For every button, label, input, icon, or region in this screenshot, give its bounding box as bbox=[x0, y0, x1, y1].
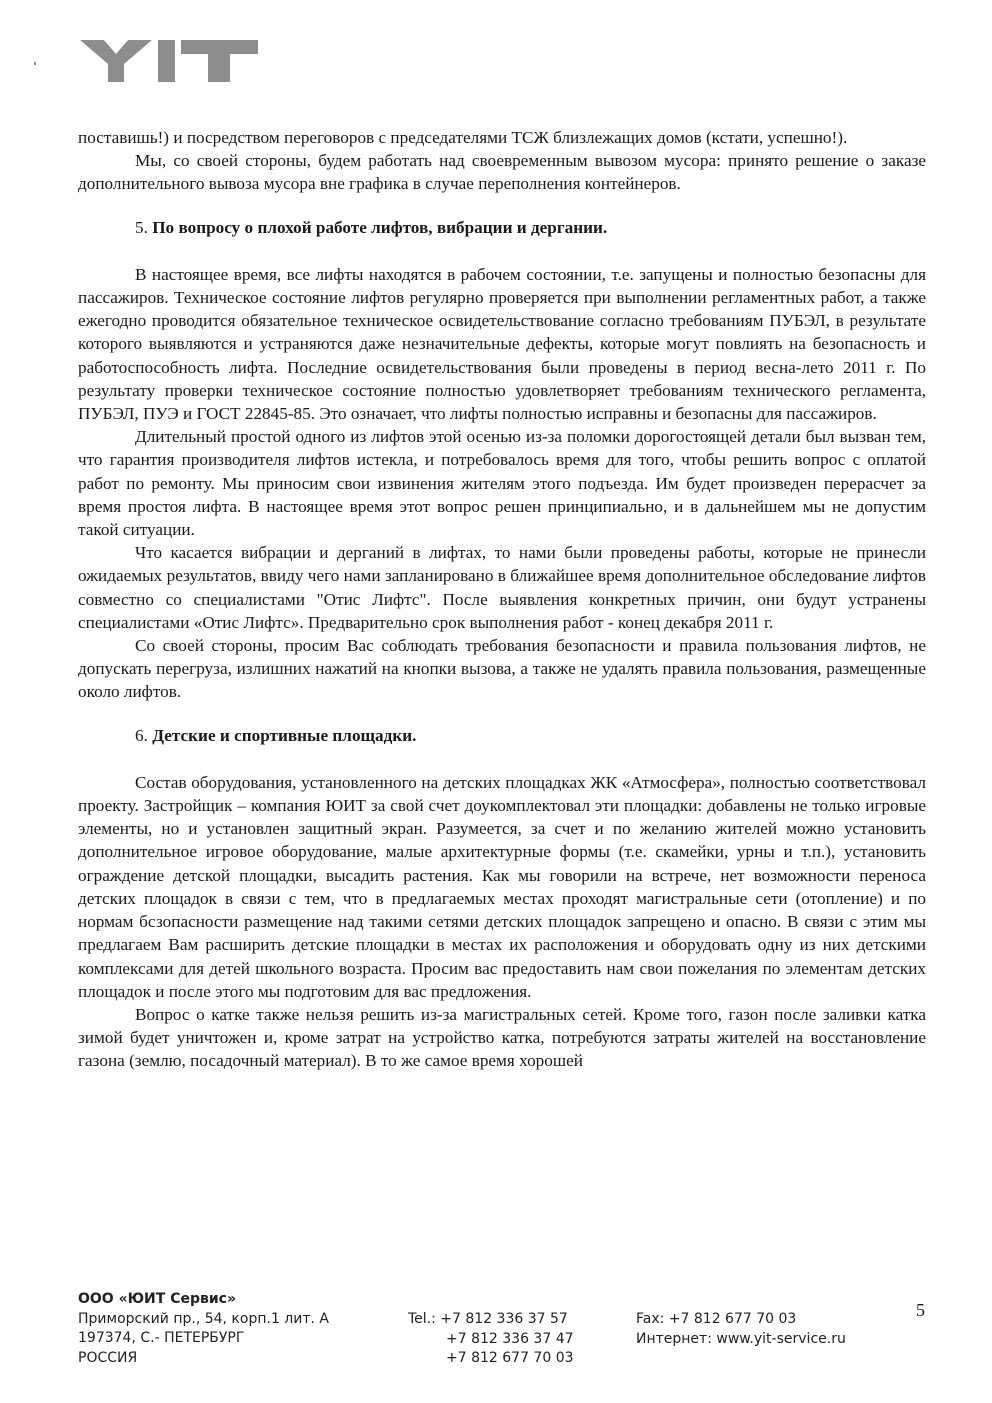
page-number: 5 bbox=[916, 1300, 925, 1320]
section-6-title: Детские и спортивные площадки. bbox=[152, 725, 417, 745]
footer-fax: Fax: +7 812 677 70 03 bbox=[636, 1311, 797, 1327]
footer-contact-block bbox=[636, 1310, 846, 1349]
section-5-paragraph-3: Что касается вибрации и дерганий в лифтах, то нами были проведены работы, которые не принесли ожидаемых результатов, ввиду чего нами запланировано в ближайшее время дополнительное обследование лифтов совместно со специалистами "Отис Лифтс". После выявления конкретных причин, они будут устранены специалистами «Отис Лифтс». Предварительно срок выполнения работ - конец декабря 2011 г. bbox=[78, 543, 926, 632]
section-5-title: По вопросу о плохой работе лифтов, вибрации и дергании. bbox=[152, 217, 608, 237]
footer-phone-block bbox=[408, 1310, 574, 1369]
letter-footer bbox=[78, 1290, 928, 1380]
section-5-paragraph-4: Со своей стороны, просим Вас соблюдать требования безопасности и правила пользования лифтов, не допускать перегруза, излишних нажатий на кнопки вызова, а также не удалять правила пользования, размещенные около лифтов. bbox=[78, 636, 926, 702]
section-6-paragraph-2: Вопрос о катке также нельзя решить из-за магистральных сетей. Кроме того, газон после заливки катка зимой будет уничтожен и, кроме затрат на устройство катка, потребуются затраты жителей на восстановление газона (землю, посадочный материал). В то же самое время хорошей bbox=[78, 1004, 926, 1071]
footer-address-line: 197374, С.- ПЕТЕРБУРГ bbox=[78, 1330, 245, 1346]
footer-address-line: Приморский пр., 54, корп.1 лит. А bbox=[78, 1310, 329, 1327]
section-5-paragraph-1: В настоящее время, все лифты находятся в рабочем состоянии, т.е. запущены и полностью безопасны для пассажиров. Техническое состояние лифтов регулярно проверяется при выполнении регламентных работ, а также ежегодно проводится обязательное техническое освидетельствование согласно требованиям ПУБЭЛ, в результате которого выявляются и устраняются даже незначительные дефекты, которые могут повлиять на безопасность и работоспособность лифта. Последние освидетельствования были проведены в период весна-лето 2011 г. По результату проверки техническое состояние полностью удовлетворяет требованиям технического регламента, ПУБЭЛ, ПУЭ и ГОСТ 22845-85. Это означает, что лифты полностью исправны и безопасны для пассажиров. bbox=[78, 264, 926, 424]
section-6-heading bbox=[78, 724, 926, 747]
scan-speck bbox=[34, 62, 36, 65]
section-5-number: 5. bbox=[135, 217, 148, 237]
intro-paragraph-2: Мы, со своей стороны, будем работать над своевременным вывозом мусора: принято решение о заказе дополнительного вывоза мусора вне графика в случае переполнения контейнеров. bbox=[78, 151, 926, 194]
letter-body bbox=[78, 126, 926, 1073]
section-6-paragraph-1: Состав оборудования, установленного на детских площадках ЖК «Атмосфера», полностью соответствовал проекту. Застройщик – компания ЮИТ за свой счет доукомплектовал эти площадки: добавлены не только игровые элементы, но и установлен защитный экран. Разумеется, за счет и по желанию жителей можно установить дополнительное игровое оборудование, малые архитектурные формы (т.е. скамейки, урны и т.п.), установить ограждение детской площадки, высадить растения. Как мы говорили на встрече, нет возможности переноса детских площадок в связи с тем, что в предлагаемых местах проходят магистральные сети (отопление) и по нормам бсзопасности размещение над такими сетями детских площадок запрещено и опасно. В связи с этим мы предлагаем Вам расширить детские площадки в местах их расположения и оборудовать одну из них детскими комплексами для детей школьного возраста. Просим вас предоставить нам свои пожелания по элементам детских площадок и после этого мы подготовим для вас предложения. bbox=[78, 772, 926, 1001]
footer-address-line: РОССИЯ bbox=[78, 1349, 138, 1366]
footer-tel: Tel.: +7 812 336 37 57 bbox=[408, 1311, 568, 1327]
footer-tel-line: +7 812 677 70 03 bbox=[446, 1350, 574, 1366]
footer-company: ООО «ЮИТ Сервис» bbox=[78, 1291, 236, 1307]
section-5-heading bbox=[78, 216, 926, 239]
footer-tel-line: +7 812 336 37 47 bbox=[446, 1330, 574, 1347]
yit-logo bbox=[80, 40, 260, 82]
section-6-number: 6. bbox=[135, 725, 148, 745]
footer-address-block bbox=[78, 1290, 329, 1368]
section-5-paragraph-2: Длительный простой одного из лифтов этой осенью из-за поломки дорогостоящей детали был вызван тем, что гарантия производителя лифтов истекла, и потребовалось время для того, чтобы решить вопрос с оплатой работ по ремонту. Мы приносим свои извинения жителям этого подъезда. Им будет произведен перерасчет за время простоя лифта. В настоящее время этот вопрос решен принципиально, и в дальнейшем мы не допустим такой ситуации. bbox=[78, 427, 926, 540]
intro-paragraph-1: поставишь!) и посредством переговоров с председателями ТСЖ близлежащих домов (кстати, успешно!). bbox=[78, 128, 848, 147]
footer-internet: Интернет: www.yit-service.ru bbox=[636, 1330, 846, 1347]
